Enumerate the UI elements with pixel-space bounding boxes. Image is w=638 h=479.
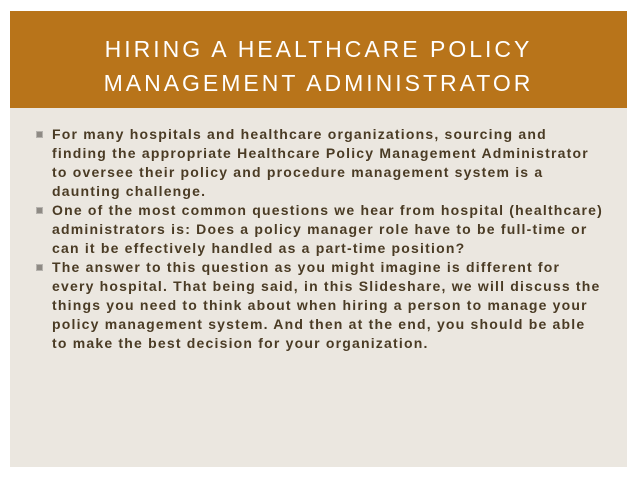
square-bullet-icon	[36, 131, 43, 138]
bullet-item-2	[10, 201, 627, 258]
bullet-item-1	[10, 125, 627, 201]
square-bullet-icon	[36, 264, 43, 271]
bullet-text-1: For many hospitals and healthcare organizations, sourcing and finding the appropriate Healthcare Policy Management Administrator to oversee their policy and procedure management system is a daunting challenge.	[52, 126, 589, 199]
slide	[10, 11, 627, 467]
slide-title-line-1: HIRING A HEALTHCARE POLICY	[104, 36, 533, 62]
bullet-text-3: The answer to this question as you might imagine is different for every hospital. That being said, in this Slideshare, we will discuss the things you need to think about when hiring a person to manage your policy management system. And then at the end, you should be able to make the best decision for your organization.	[52, 259, 601, 351]
slide-title-line-2: MANAGEMENT ADMINISTRATOR	[103, 70, 534, 96]
bullet-list	[10, 125, 627, 353]
slide-title	[10, 32, 627, 100]
slide-header	[10, 11, 627, 108]
bullet-text-2: One of the most common questions we hear from hospital (healthcare) administrators is: Does a policy manager role have to be full-time or can it be effectively handled as a part-time position?	[52, 202, 604, 256]
bullet-item-3	[10, 258, 627, 353]
square-bullet-icon	[36, 207, 43, 214]
